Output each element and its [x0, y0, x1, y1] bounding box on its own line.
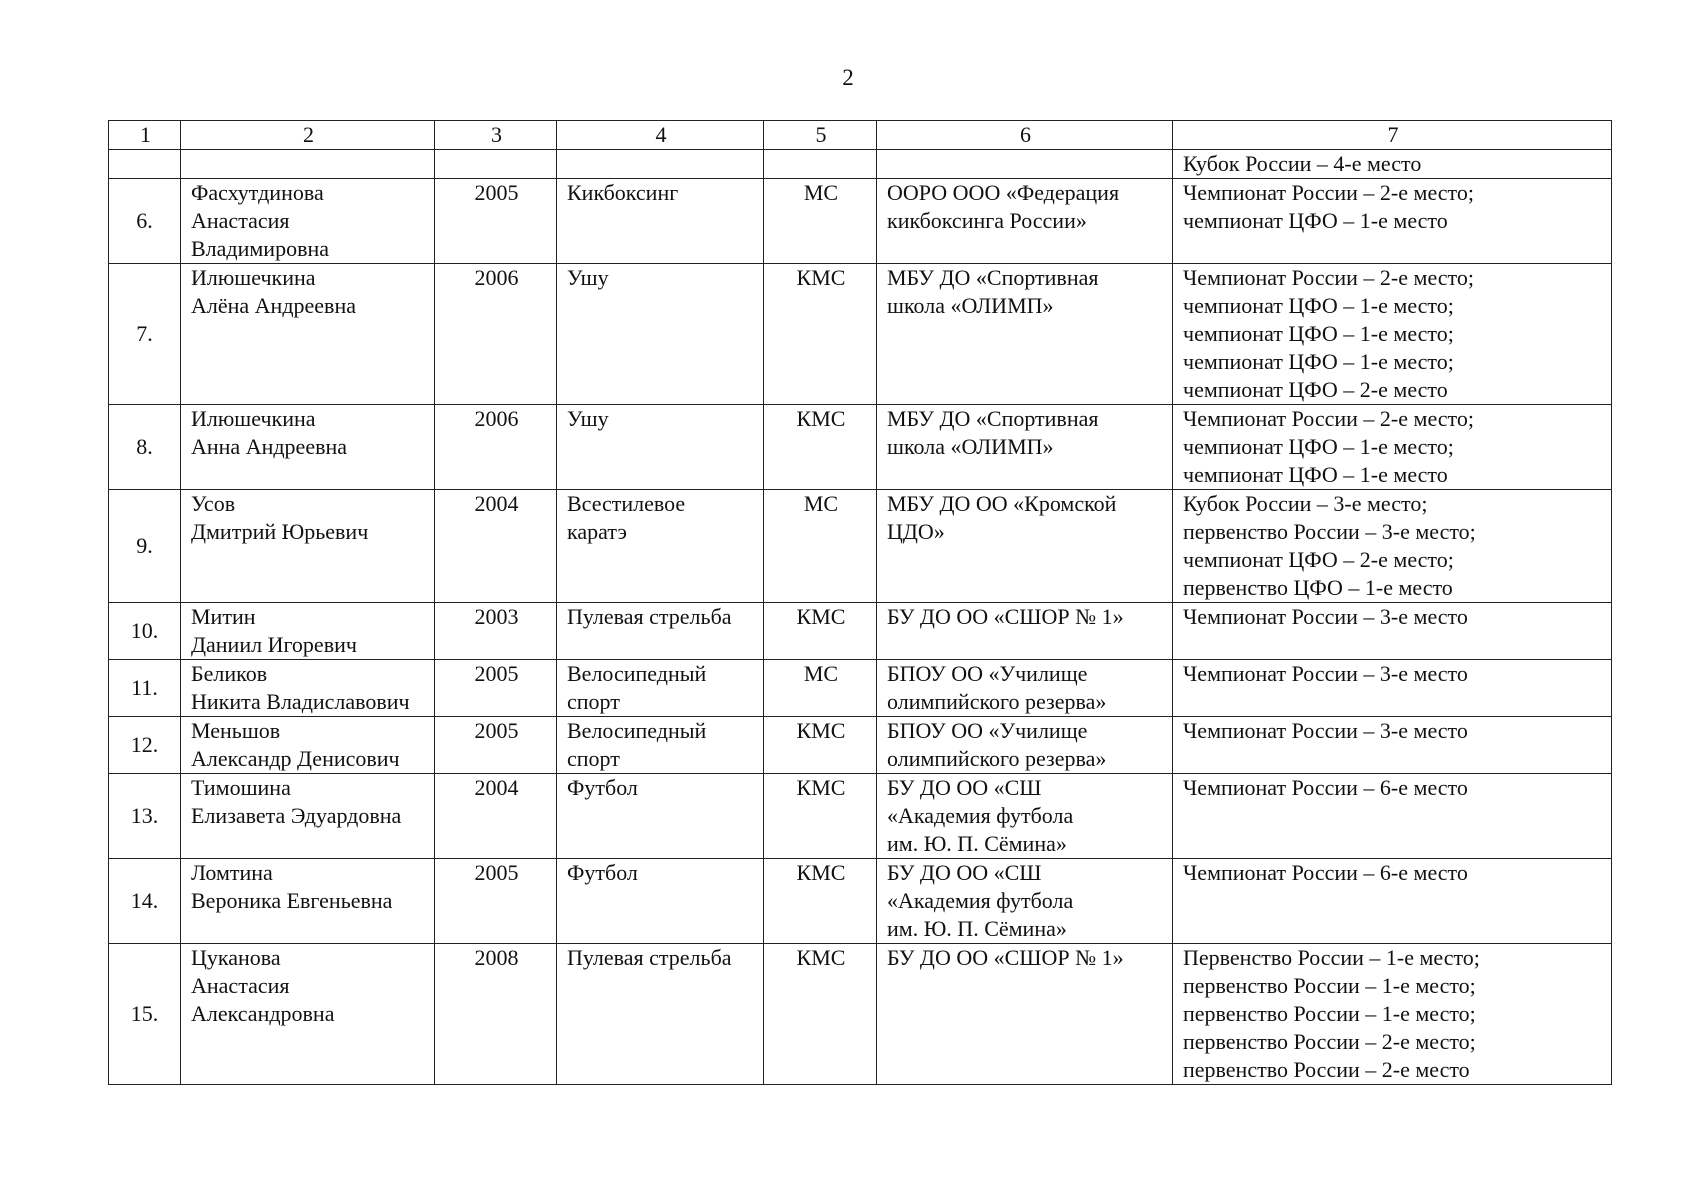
organization-cell: МБУ ДО «Спортивная школа «ОЛИМП» [877, 405, 1173, 490]
column-header-3: 3 [435, 121, 557, 150]
table-row [109, 179, 1612, 264]
table-row [109, 660, 1612, 717]
sport-rank-cell: КМС [764, 717, 877, 774]
column-header-2: 2 [181, 121, 435, 150]
achievements-cell: Первенство России – 1-е место; первенство России – 1-е место; первенство России – 1-е место; первенство России – 2-е место; первенство России – 2-е место [1173, 944, 1612, 1085]
sport-cell: Футбол [557, 859, 764, 944]
table-row [109, 405, 1612, 490]
organization-cell: БУ ДО ОО «СШОР № 1» [877, 944, 1173, 1085]
athletes-table-frame [108, 120, 1611, 1085]
birth-year-cell: 2004 [435, 774, 557, 859]
table-body [109, 121, 1612, 1085]
table-row [109, 859, 1612, 944]
birth-year-cell: 2003 [435, 603, 557, 660]
row-number-cell: 13. [109, 774, 181, 859]
birth-year-cell [435, 150, 557, 179]
organization-cell [877, 150, 1173, 179]
organization-cell: БУ ДО ОО «СШ «Академия футбола им. Ю. П. Сёмина» [877, 859, 1173, 944]
sport-rank-cell: КМС [764, 859, 877, 944]
achievements-cell: Чемпионат России – 3-е место [1173, 717, 1612, 774]
birth-year-cell: 2006 [435, 405, 557, 490]
organization-cell: МБУ ДО ОО «Кромской ЦДО» [877, 490, 1173, 603]
sport-rank-cell: КМС [764, 264, 877, 405]
sport-rank-cell: КМС [764, 944, 877, 1085]
organization-cell: БПОУ ОО «Училище олимпийского резерва» [877, 660, 1173, 717]
table-row [109, 603, 1612, 660]
table-header-row [109, 121, 1612, 150]
sport-rank-cell: КМС [764, 774, 877, 859]
sport-rank-cell [764, 150, 877, 179]
birth-year-cell: 2004 [435, 490, 557, 603]
row-number-cell: 11. [109, 660, 181, 717]
athlete-name-cell: Илюшечкина Анна Андреевна [181, 405, 435, 490]
sport-cell: Велосипедный спорт [557, 660, 764, 717]
sport-cell: Футбол [557, 774, 764, 859]
row-number-cell: 10. [109, 603, 181, 660]
achievements-cell: Чемпионат России – 2-е место; чемпионат ЦФО – 1-е место [1173, 179, 1612, 264]
sport-rank-cell: КМС [764, 603, 877, 660]
row-number-cell: 8. [109, 405, 181, 490]
organization-cell: БПОУ ОО «Училище олимпийского резерва» [877, 717, 1173, 774]
column-header-1: 1 [109, 121, 181, 150]
achievements-cell: Чемпионат России – 2-е место; чемпионат ЦФО – 1-е место; чемпионат ЦФО – 1-е место [1173, 405, 1612, 490]
table-row [109, 264, 1612, 405]
achievements-cell: Чемпионат России – 3-е место [1173, 603, 1612, 660]
sport-cell: Ушу [557, 264, 764, 405]
athlete-name-cell [181, 150, 435, 179]
birth-year-cell: 2006 [435, 264, 557, 405]
table-row [109, 150, 1612, 179]
table-row [109, 490, 1612, 603]
birth-year-cell: 2005 [435, 859, 557, 944]
sport-cell: Пулевая стрельба [557, 603, 764, 660]
table-row [109, 774, 1612, 859]
row-number-cell [109, 150, 181, 179]
athlete-name-cell: Тимошина Елизавета Эдуардовна [181, 774, 435, 859]
athlete-name-cell: Ломтина Вероника Евгеньевна [181, 859, 435, 944]
sport-cell [557, 150, 764, 179]
achievements-cell: Чемпионат России – 6-е место [1173, 774, 1612, 859]
athletes-table [108, 120, 1612, 1085]
achievements-cell: Чемпионат России – 6-е место [1173, 859, 1612, 944]
row-number-cell: 9. [109, 490, 181, 603]
athlete-name-cell: Митин Даниил Игоревич [181, 603, 435, 660]
sport-cell: Ушу [557, 405, 764, 490]
column-header-6: 6 [877, 121, 1173, 150]
sport-cell: Кикбоксинг [557, 179, 764, 264]
row-number-cell: 12. [109, 717, 181, 774]
row-number-cell: 14. [109, 859, 181, 944]
row-number-cell: 15. [109, 944, 181, 1085]
athlete-name-cell: Беликов Никита Владиславович [181, 660, 435, 717]
birth-year-cell: 2005 [435, 179, 557, 264]
achievements-cell: Чемпионат России – 2-е место; чемпионат ЦФО – 1-е место; чемпионат ЦФО – 1-е место; чемпионат ЦФО – 1-е место; чемпионат ЦФО – 2-е место [1173, 264, 1612, 405]
column-header-7: 7 [1173, 121, 1612, 150]
sport-cell: Всестилевое каратэ [557, 490, 764, 603]
organization-cell: МБУ ДО «Спортивная школа «ОЛИМП» [877, 264, 1173, 405]
athlete-name-cell: Цуканова Анастасия Александровна [181, 944, 435, 1085]
row-number-cell: 6. [109, 179, 181, 264]
sport-rank-cell: МС [764, 179, 877, 264]
sport-cell: Велосипедный спорт [557, 717, 764, 774]
column-header-5: 5 [764, 121, 877, 150]
sport-cell: Пулевая стрельба [557, 944, 764, 1085]
birth-year-cell: 2005 [435, 717, 557, 774]
athlete-name-cell: Меньшов Александр Денисович [181, 717, 435, 774]
achievements-cell: Кубок России – 4-е место [1173, 150, 1612, 179]
table-row [109, 944, 1612, 1085]
page-number: 2 [842, 65, 854, 90]
sport-rank-cell: МС [764, 490, 877, 603]
row-number-cell: 7. [109, 264, 181, 405]
athlete-name-cell: Усов Дмитрий Юрьевич [181, 490, 435, 603]
birth-year-cell: 2005 [435, 660, 557, 717]
column-header-4: 4 [557, 121, 764, 150]
organization-cell: БУ ДО ОО «СШ «Академия футбола им. Ю. П. Сёмина» [877, 774, 1173, 859]
sport-rank-cell: МС [764, 660, 877, 717]
birth-year-cell: 2008 [435, 944, 557, 1085]
organization-cell: ООРО ООО «Федерация кикбоксинга России» [877, 179, 1173, 264]
table-row [109, 717, 1612, 774]
sport-rank-cell: КМС [764, 405, 877, 490]
achievements-cell: Кубок России – 3-е место; первенство России – 3-е место; чемпионат ЦФО – 2-е место; первенство ЦФО – 1-е место [1173, 490, 1612, 603]
organization-cell: БУ ДО ОО «СШОР № 1» [877, 603, 1173, 660]
athlete-name-cell: Фасхутдинова Анастасия Владимировна [181, 179, 435, 264]
athlete-name-cell: Илюшечкина Алёна Андреевна [181, 264, 435, 405]
achievements-cell: Чемпионат России – 3-е место [1173, 660, 1612, 717]
